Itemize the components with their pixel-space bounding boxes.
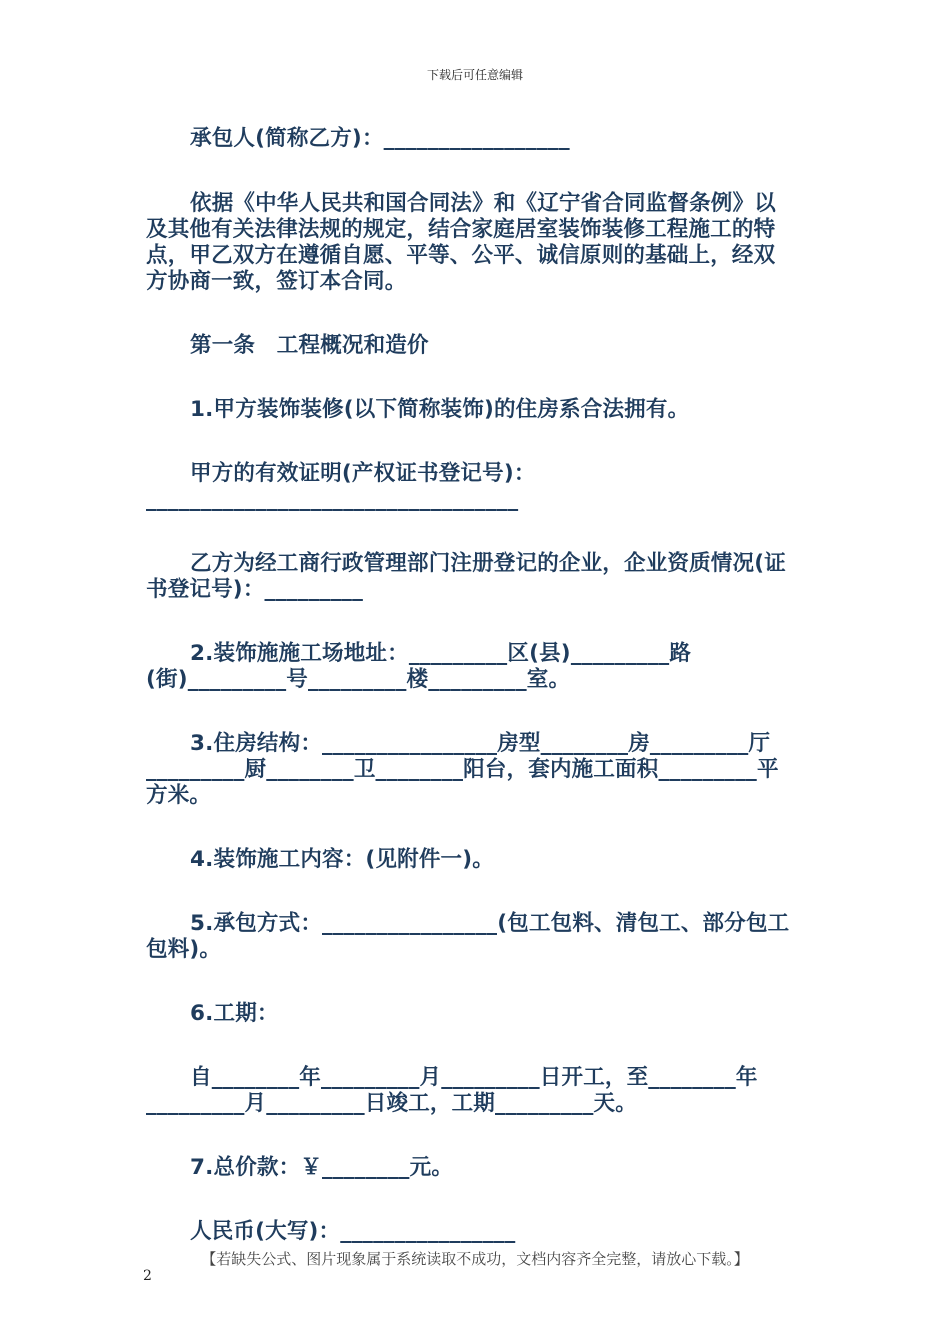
preamble-line-3: 点，甲乙双方在遵循自愿、平等、公平、诚信原则的基础上，经双 (146, 243, 776, 268)
qualification-line-1: 乙方为经工商行政管理部门注册登记的企业，企业资质情况(证 (190, 551, 786, 576)
preamble-line-2: 及其他有关法律法规的规定，结合家庭居室装饰装修工程施工的特 (146, 217, 776, 242)
clause-4: 4.装饰施工内容：(见附件一)。 (190, 847, 494, 872)
preamble-line-1: 依据《中华人民共和国合同法》和《辽宁省合同监督条例》以 (190, 191, 776, 216)
clause-7: 7.总价款：￥________元。 (190, 1155, 454, 1180)
clause-6-heading: 6.工期： (190, 1001, 279, 1026)
clause-3-line-1: 3.住房结构：________________房型________房_________厅 (190, 731, 771, 756)
contractor-line: 承包人(简称乙方)：_________________ (190, 126, 570, 151)
contract-body (146, 118, 806, 1245)
clause-5-line-1: 5.承包方式：________________(包工包料、清包工、部分包工 (190, 911, 790, 936)
clause-3-line-3: 方米。 (146, 783, 212, 808)
schedule-line-1: 自________年_________月_________日开工，至________年 (190, 1065, 758, 1090)
article-1-heading: 第一条 工程概况和造价 (190, 333, 429, 358)
download-notice: 【若缺失公式、图片现象属于系统读取不成功，文档内容齐全完整，请放心下载。】 (201, 1250, 749, 1268)
clause-1: 1.甲方装饰装修(以下简称装饰)的住房系合法拥有。 (190, 397, 690, 422)
clause-2-line-2: (街)_________号_________楼_________室。 (146, 667, 571, 692)
schedule-line-2: _________月_________日竣工，工期_________天。 (146, 1091, 637, 1116)
page-number: 2 (143, 1268, 152, 1284)
rmb-amount-line: 人民币(大写)：________________ (190, 1219, 516, 1244)
clause-3-line-2: _________厨________卫________阳台，套内施工面积_________平 (146, 757, 779, 782)
clause-2-line-1: 2.装饰施施工场地址：_________区(县)_________路 (190, 641, 692, 666)
qualification-line-2: 书登记号)：_________ (146, 577, 364, 602)
clause-5-line-2: 包料)。 (146, 937, 222, 962)
certificate-blank: __________________________________ (146, 487, 519, 512)
page-header: 下载后可任意编辑 (426, 68, 523, 82)
certificate-label: 甲方的有效证明(产权证书登记号)： (190, 461, 536, 486)
preamble-line-4: 方协商一致，签订本合同。 (146, 269, 407, 294)
